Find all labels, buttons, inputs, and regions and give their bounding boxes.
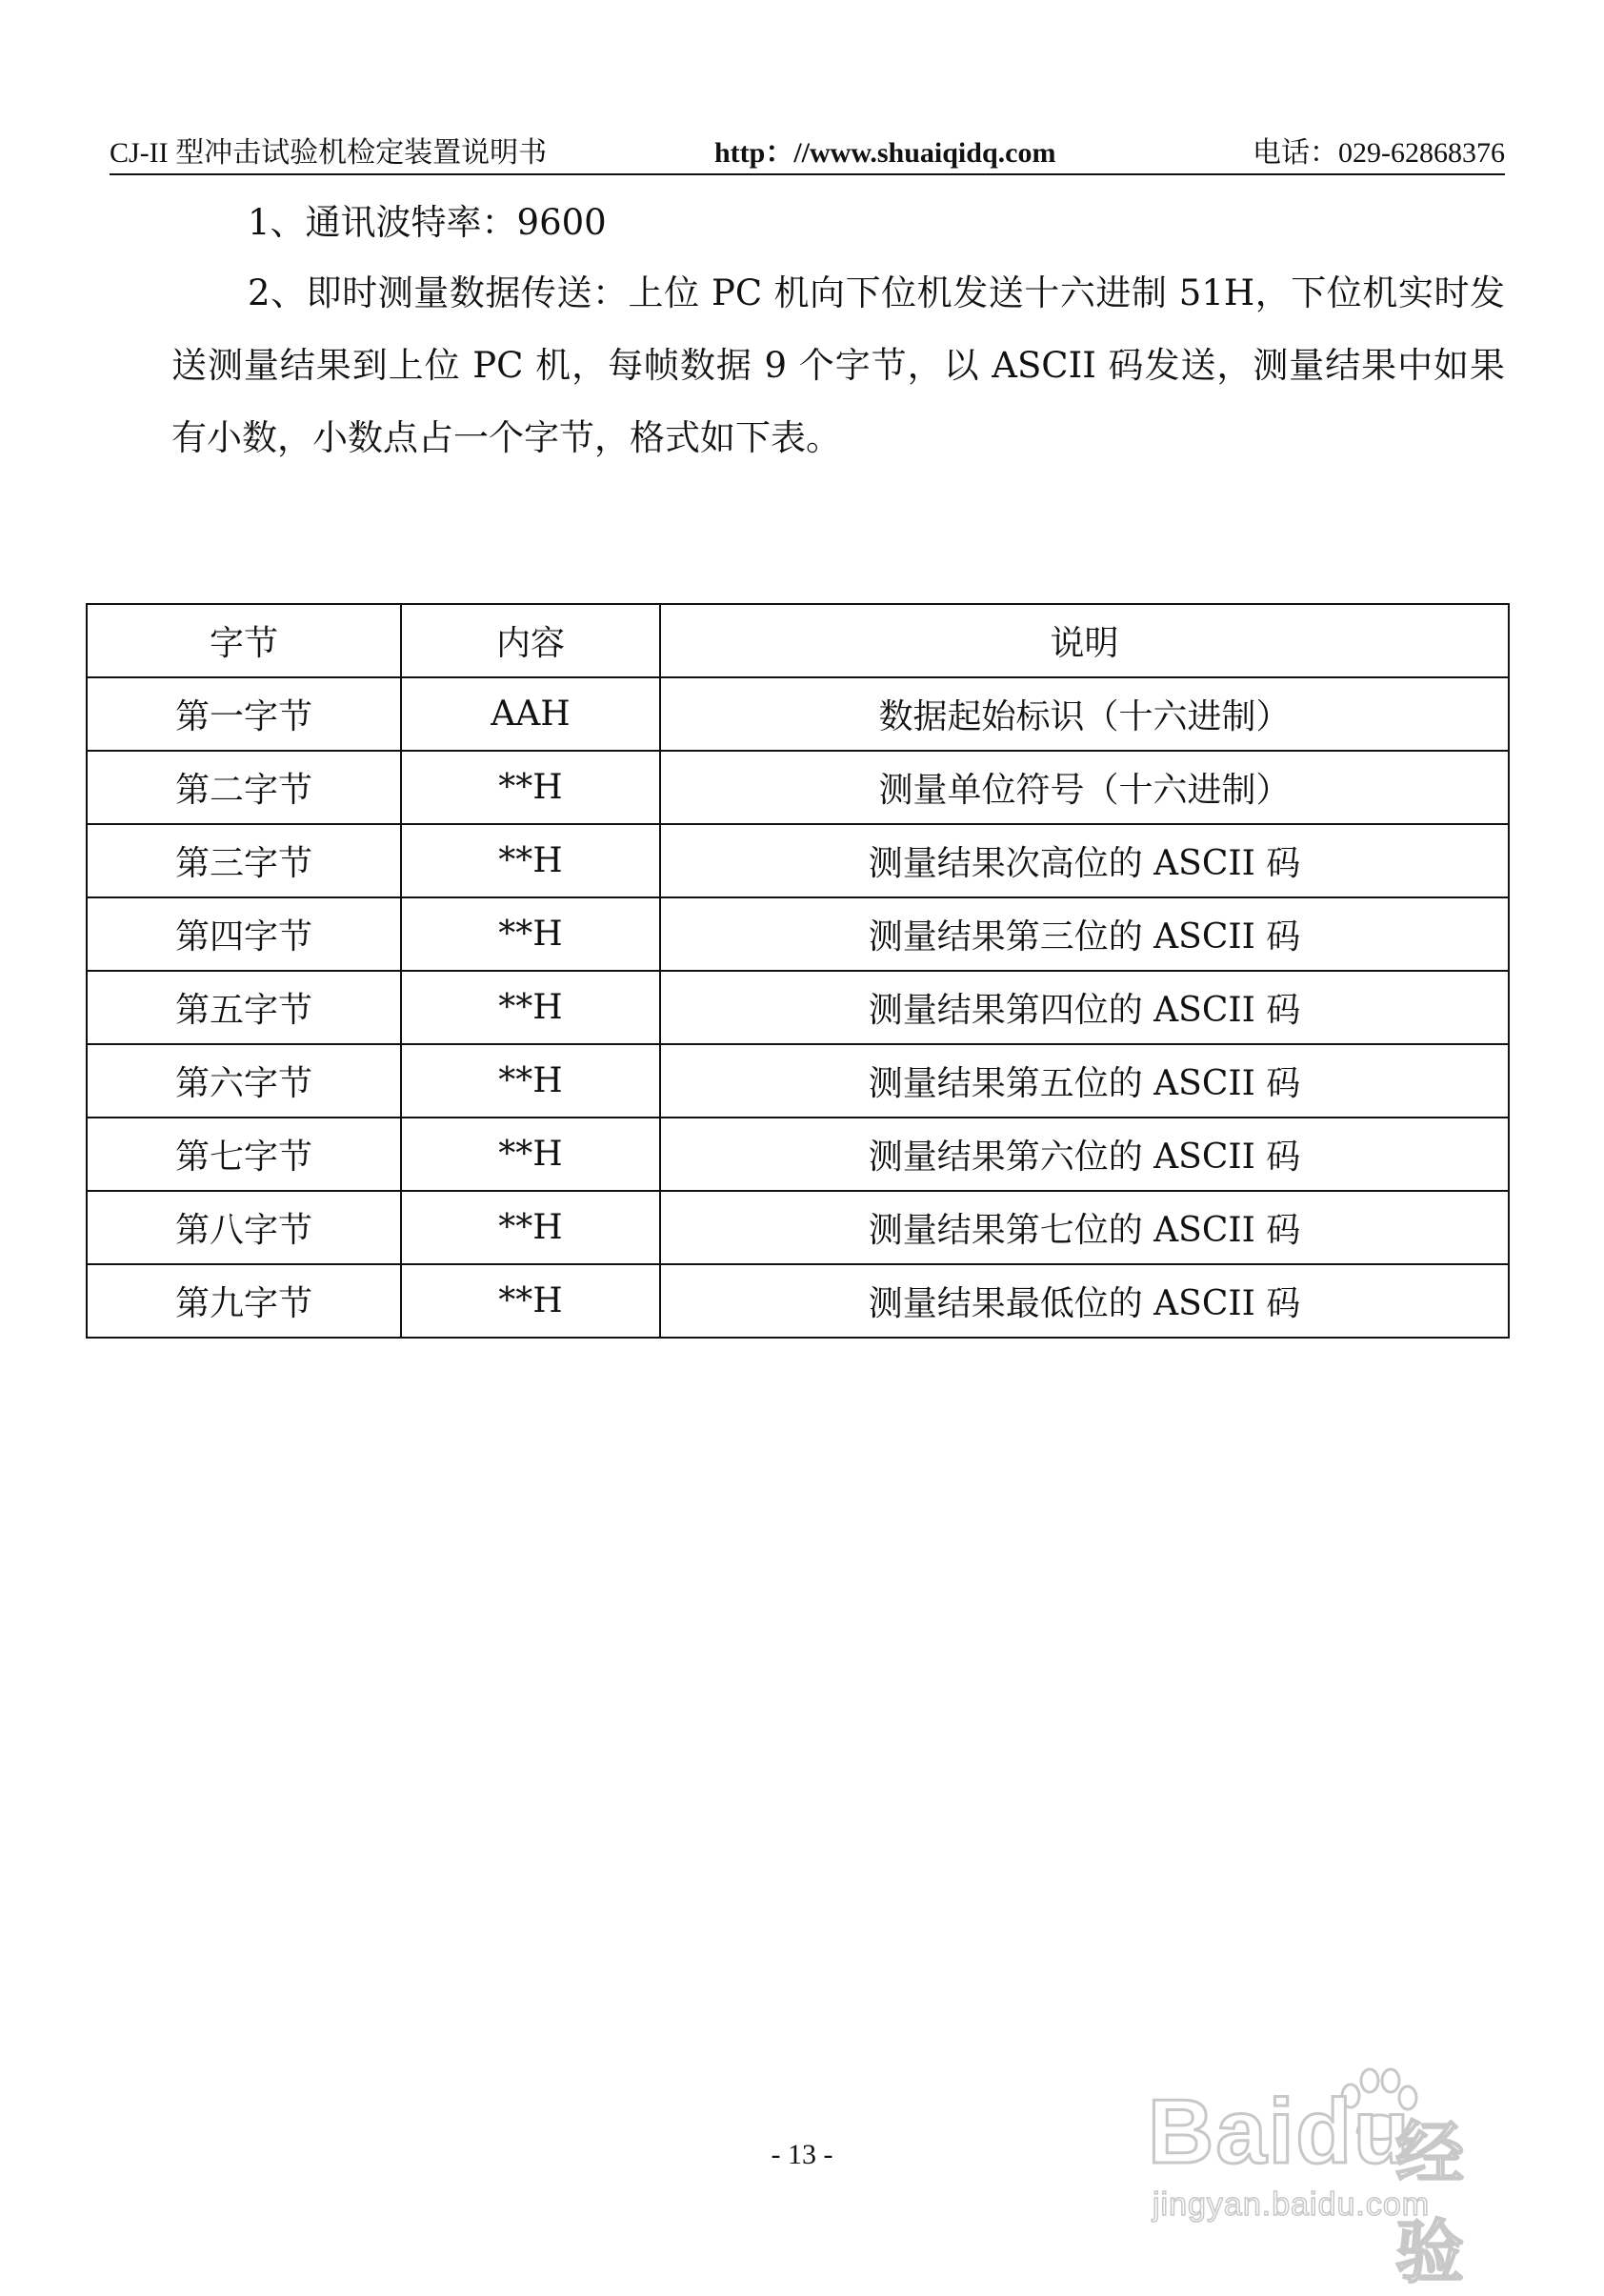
data-transfer-paragraph: 2、即时测量数据传送：上位 PC 机向下位机发送十六进制 51H，下位机实时发送测量结果到上位 PC 机，每帧数据 9 个字节，以 ASCII 码发送，测量结果中如果有小数，小数点占一个字节，格式如下表。 <box>171 272 1505 458</box>
table-row <box>87 897 1509 971</box>
table-row <box>87 971 1509 1044</box>
description-cell: 测量结果第四位的 ASCII 码 <box>660 971 1509 1044</box>
baud-rate-paragraph: 1、通讯波特率：9600 <box>248 202 607 243</box>
description-cell: 测量结果次高位的 ASCII 码 <box>660 824 1509 897</box>
header-byte: 字节 <box>87 604 401 677</box>
byte-cell: 第九字节 <box>87 1264 401 1338</box>
byte-cell: 第六字节 <box>87 1044 401 1118</box>
page-number: - 13 - <box>771 2139 833 2170</box>
watermark-url: jingyan.baidu.com <box>1153 2186 1431 2223</box>
byte-cell: 第一字节 <box>87 677 401 751</box>
byte-cell: 第二字节 <box>87 751 401 824</box>
description-cell: 测量结果第三位的 ASCII 码 <box>660 897 1509 971</box>
header-description: 说明 <box>660 604 1509 677</box>
table-header-row <box>87 604 1509 677</box>
page-header <box>110 133 1505 175</box>
byte-cell: 第八字节 <box>87 1191 401 1264</box>
content-cell: **H <box>401 824 660 897</box>
table-row <box>87 751 1509 824</box>
content-cell: **H <box>401 751 660 824</box>
byte-format-table <box>86 603 1510 1339</box>
byte-cell: 第四字节 <box>87 897 401 971</box>
description-cell: 测量结果第七位的 ASCII 码 <box>660 1191 1509 1264</box>
phone-number: 电话：029-62868376 <box>1253 137 1505 169</box>
table-row <box>87 1118 1509 1191</box>
website-url: http：//www.shuaiqidq.com <box>714 137 1056 169</box>
byte-cell: 第五字节 <box>87 971 401 1044</box>
table-row <box>87 1264 1509 1338</box>
table-row <box>87 677 1509 751</box>
jingyan-logo-text: 经验 <box>1395 2113 1465 2292</box>
table-row <box>87 1191 1509 1264</box>
description-cell: 测量结果第五位的 ASCII 码 <box>660 1044 1509 1118</box>
baidu-jingyan-watermark <box>1129 2067 1529 2292</box>
content-cell: **H <box>401 1264 660 1338</box>
content-cell: AAH <box>401 677 660 751</box>
description-cell: 测量单位符号（十六进制） <box>660 751 1509 824</box>
table-row <box>87 1044 1509 1118</box>
content-cell: **H <box>401 897 660 971</box>
content-cell: **H <box>401 1191 660 1264</box>
description-cell: 数据起始标识（十六进制） <box>660 677 1509 751</box>
baidu-logo-text: Baidu <box>1148 2081 1412 2183</box>
content-cell: **H <box>401 971 660 1044</box>
content-cell: **H <box>401 1118 660 1191</box>
header-content: 内容 <box>401 604 660 677</box>
byte-cell: 第七字节 <box>87 1118 401 1191</box>
table-row <box>87 824 1509 897</box>
description-cell: 测量结果第六位的 ASCII 码 <box>660 1118 1509 1191</box>
byte-cell: 第三字节 <box>87 824 401 897</box>
content-cell: **H <box>401 1044 660 1118</box>
description-cell: 测量结果最低位的 ASCII 码 <box>660 1264 1509 1338</box>
document-title: CJ-II 型冲击试验机检定装置说明书 <box>110 137 548 169</box>
